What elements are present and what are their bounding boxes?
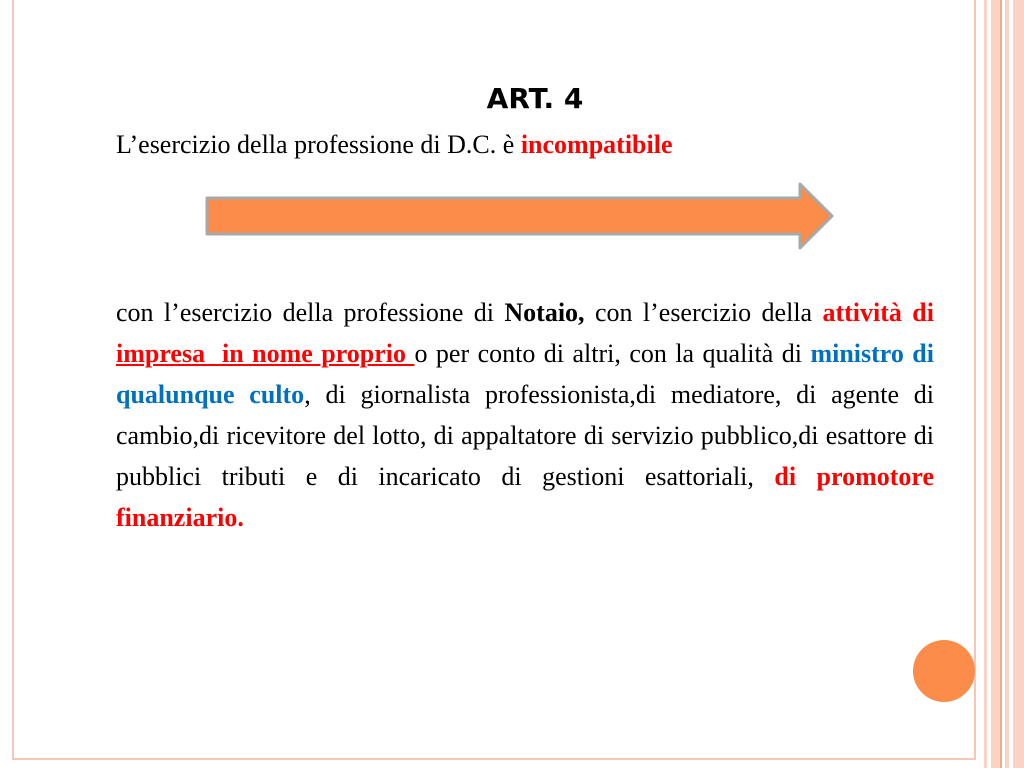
notaio-term: Notaio, [504, 298, 585, 327]
promotore-term: di promotore finanziario. [116, 462, 935, 532]
impresa-term: impresa in nome proprio [116, 339, 415, 368]
decorative-stripe [1000, 0, 1002, 768]
orange-dot [913, 640, 975, 702]
intro-text: L’esercizio della professione di D.C. è [116, 130, 521, 159]
arrow-shape [207, 184, 832, 248]
body-text-2: con l’esercizio della [584, 298, 823, 327]
intro-highlight: incompatibile [520, 130, 673, 159]
decorative-stripe [1013, 0, 1024, 768]
body-text-5: , di giornalista professionista,di mediatore, di agente di cambio,di ricevitore del lotto, di appaltatore di servizio pubblico,di esattore di pubblici tributi e di incaricato di gestioni esattoriali, [116, 380, 934, 491]
decorative-stripe [1005, 0, 1009, 768]
page-title: ART. 4 [486, 82, 584, 115]
ministro-term: ministro di qualunque culto [116, 339, 934, 409]
body-text-4: o per conto di altri, con la qualità di [414, 339, 811, 368]
article-body [116, 292, 934, 538]
attivita-term: attività di [822, 298, 934, 327]
right-arrow-icon [205, 182, 835, 250]
decorative-stripe [984, 0, 987, 768]
intro-line [116, 130, 672, 160]
body-text-1: con l’esercizio della professione di [116, 298, 505, 327]
